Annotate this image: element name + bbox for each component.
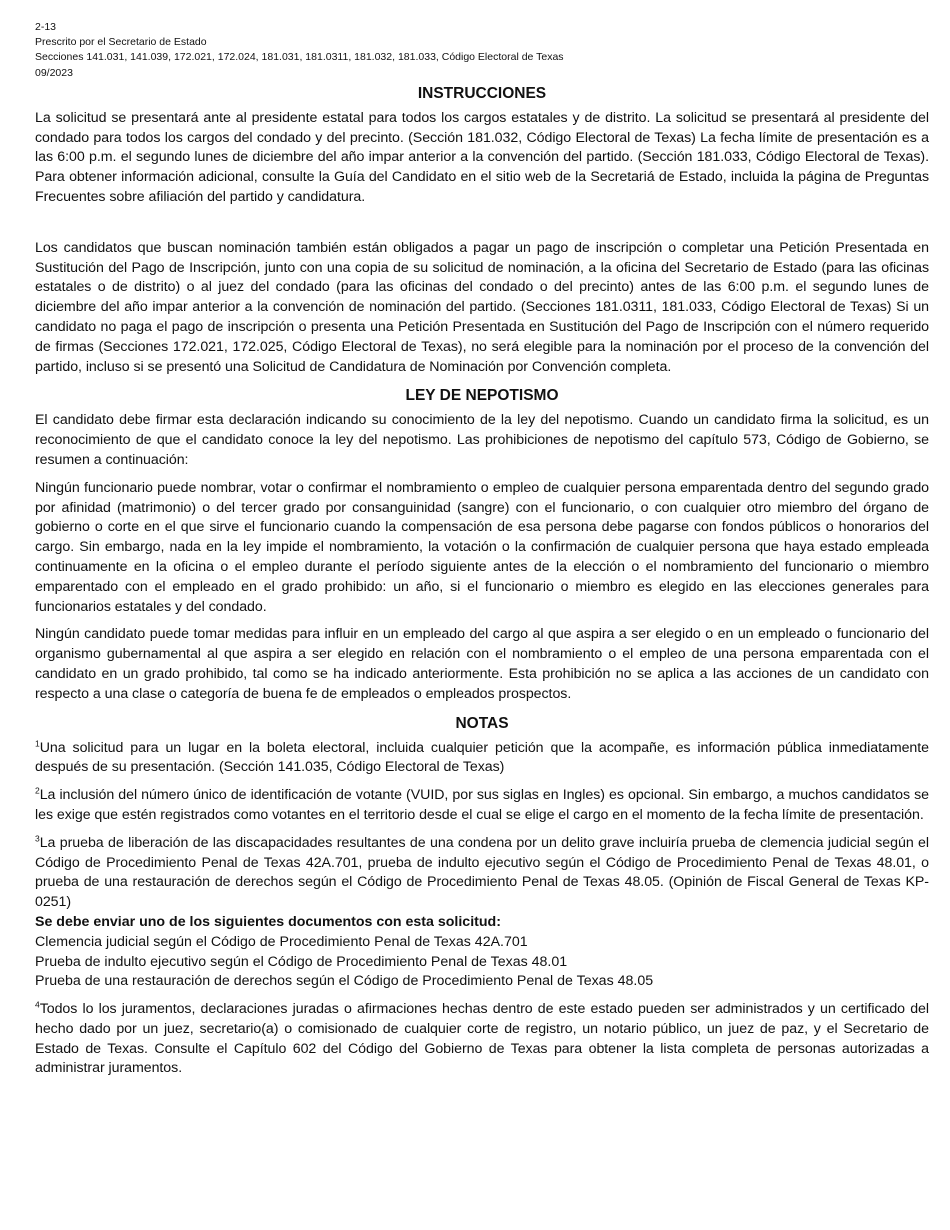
note-4-text: Todos lo los juramentos, declaraciones juradas o afirmaciones hechas dentro de este estado pueden ser administrados y un certificado del hecho dado por un juez, secretario(a) o comisionado de cualquier corte de registro, un notario público, un juez de paz, y el Secretario de Estado de Texas. Consulte el Capítulo 602 del Código del Gobierno de Texas para obtener la lista completa de personas autorizadas a administrar juramentos.: [35, 1001, 929, 1077]
note-2-marker: 2: [35, 785, 40, 796]
note-1-text: Una solicitud para un lugar en la boleta electoral, incluida cualquier petición que la acompañe, es información pública inmediatamente después de su presentación. (Sección 141.035, Código Electoral de Texas): [35, 739, 929, 776]
instrucciones-paragraph-2: Los candidatos que buscan nominación también están obligados a pagar un pago de inscripción o completar una Petición Presentada en Sustitución del Pago de Inscripción, junto con una copia de su solicitud de nominación, a la oficina del Secretario de Estado (para las oficinas estatales o de distrito) o al juez del condado (para las oficinas del condado o del precinto) antes de las 6:00 p.m. el segundo lunes de diciembre del año impar anterior a la convención de nominación del partido. (Secciones 181.0311, 181.033, Código Electoral de Texas) Si un candidato no paga el pago de inscripción o presenta una Petición Presentada en Sustitución del Pago de Inscripción con el número requerido de firmas (Secciones 172.021, 172.025, Código Electoral de Texas), no será elegible para la nominación por el proceso de la convención del partido, incluso si se presentó una Solicitud de Candidatura de Nominación por Convención completa.: [35, 239, 929, 375]
note-3-text: La prueba de liberación de las discapacidades resultantes de una condena por un delito grave incluiría prueba de clemencia judicial según el Código de Procedimiento Penal de Texas 42A.701, prueba de indulto ejecutivo según el Código de Procedimiento Penal de Texas 48.01, o prueba de una restauración de derechos según el Código de Procedimiento Penal de Texas 48.05. (Opinión de Fiscal General de Texas KP-0251): [35, 834, 929, 911]
form-date: 09/2023: [35, 66, 73, 79]
note-4-marker: 4: [35, 999, 40, 1010]
note-2: [35, 786, 929, 826]
form-number: 2-13: [35, 21, 57, 33]
note-3: [35, 834, 929, 913]
instrucciones-title: INSTRUCCIONES: [417, 84, 547, 102]
form-header: [35, 20, 929, 81]
required-documents-heading: Se debe enviar uno de los siguientes documentos con esta solicitud:: [35, 913, 501, 930]
note-4: [35, 1000, 929, 1079]
prescribed-by: Prescrito por el Secretario de Estado: [35, 36, 207, 49]
required-document-item: Prueba de una restauración de derechos según el Código de Procedimiento Penal de Texas 48.05: [35, 973, 654, 990]
instrucciones-paragraph-1: La solicitud se presentará ante al presidente estatal para todos los cargos estatales y de distrito. La solicitud se presentará al presidente del condado para todos los cargos del condado y del precinto. (Sección 181.032, Código Electoral de Texas) La fecha límite de presentación es a las 6:00 p.m. el segundo lunes de diciembre del año impar anterior a la convención del partido. (Sección 181.033, Código Electoral de Texas). Para obtener información adicional, consulte la Guía del Candidato en el sitio web de la Secretariá de Estado, incluida la página de Preguntas Frecuentes sobre afiliación del partido y candidatura.: [35, 109, 929, 205]
note-2-text: La inclusión del número único de identificación de votante (VUID, por sus siglas en Ingles) es opcional. Sin embargo, a muchos candidatos se les exige que estén registrados como votantes en el territorio desde el cual se elige el cargo en el momento de la fecha límite de presentación.: [35, 787, 929, 823]
nepotismo-paragraph-3: Ningún candidato puede tomar medidas para influir en un empleado del cargo al que aspira a ser elegido o en un empleado o funcionario del organismo gubernamental al que aspira a ser elegido en relación con el nombramiento o el empleo de una persona emparentada con el candidato en un grado prohibido, tal como se ha indicado anteriormente. Esta prohibición no se aplica a las acciones de un candidato con respecto a una clase o categoría de buena fe de empleados o empleados prospectos.: [35, 626, 929, 702]
note-1-marker: 1: [35, 737, 40, 748]
required-document-item: Prueba de indulto ejecutivo según el Código de Procedimiento Penal de Texas 48.01: [35, 953, 568, 970]
required-document-item: Clemencia judicial según el Código de Procedimiento Penal de Texas 42A.701: [35, 933, 528, 950]
nepotismo-paragraph-2: Ningún funcionario puede nombrar, votar o confirmar el nombramiento o empleo de cualquier persona emparentada dentro del segundo grado por afinidad (matrimonio) o del tercer grado por consanguinidad (sangre) con el funcionario, o con cualquier otro miembro del órgano de gobierno o corte en el que sirve el funcionario cuando la compensación de esa persona debe pagarse con fondos públicos o honorarios del cargo. Sin embargo, nada en la ley impide el nombramiento, la votación o la confirmación de cualquier persona que haya estado empleada continuamente en la oficina o el empleo durante el período siguiente antes de la elección o el nombramiento del funcionario o miembro emparentado con el empleado en el grado prohibido: un año, si el funcionario o miembro es elegido en las elecciones generales para funcionarios estatales y del condado.: [35, 479, 929, 615]
note-3-marker: 3: [35, 832, 40, 843]
required-documents: [35, 913, 929, 992]
nepotismo-paragraph-1: El candidato debe firmar esta declaración indicando su conocimiento de la ley del nepotismo. Cuando un candidato firma la solicitud, es un reconocimiento de que el candidato conoce la ley del nepotismo. Las prohibiciones de nepotismo del capítulo 573, Código de Gobierno, se resumen a continuación:: [35, 412, 929, 468]
nepotismo-title: LEY DE NEPOTISMO: [405, 387, 559, 405]
notas-title: NOTAS: [455, 714, 509, 732]
note-1: [35, 739, 929, 779]
document-page: [35, 20, 929, 1087]
statute-sections: Secciones 141.031, 141.039, 172.021, 172.024, 181.031, 181.0311, 181.032, 181.033, Código Electoral de Texas: [35, 51, 564, 64]
